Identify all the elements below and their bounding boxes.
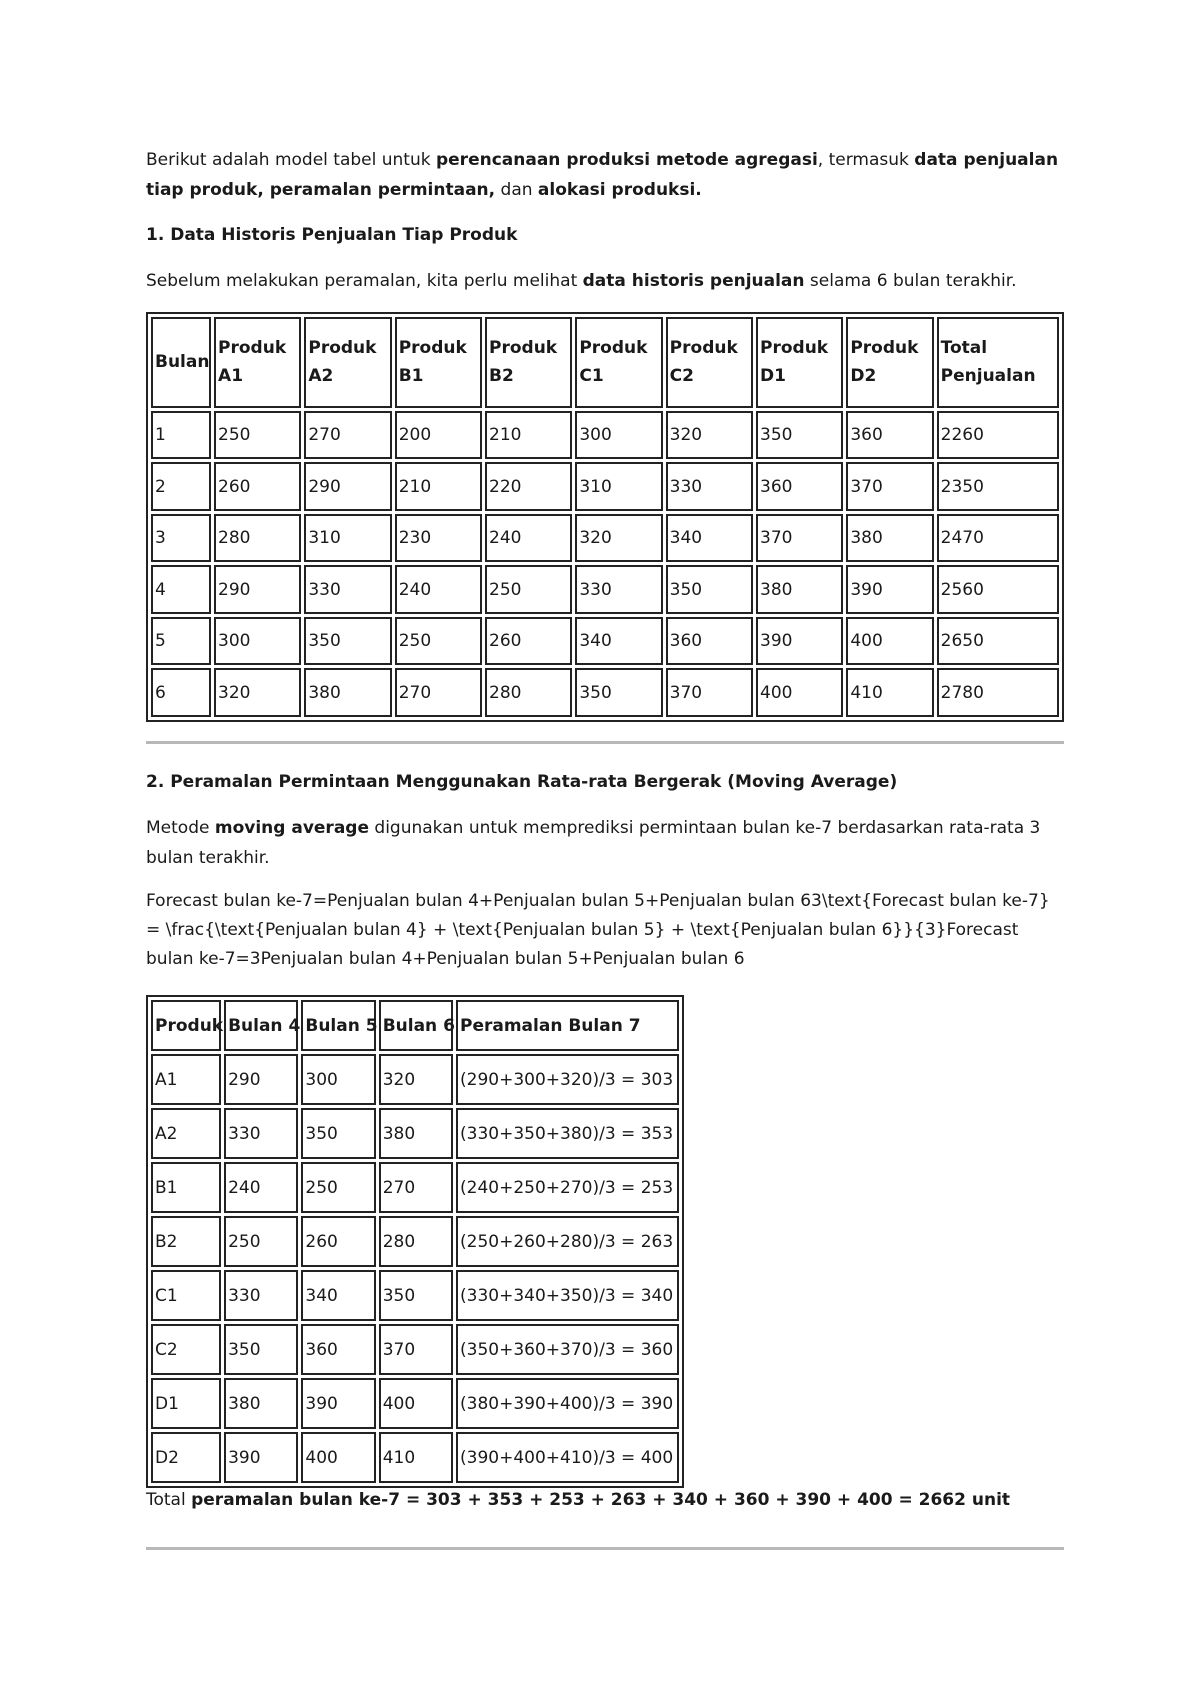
table-cell: 250 (301, 1162, 375, 1213)
paragraph-bold: moving average (214, 818, 369, 838)
table-row (151, 514, 1059, 563)
table-header-row (151, 317, 1059, 408)
table-row (151, 1432, 679, 1483)
table-cell: 340 (666, 514, 753, 563)
table-cell: 2560 (937, 565, 1059, 614)
table-cell: 250 (214, 411, 301, 460)
table-cell: A1 (151, 1054, 221, 1105)
table-cell: 220 (485, 462, 572, 511)
table-cell: 340 (575, 617, 662, 666)
intro-bold: alokasi produksi. (537, 180, 702, 200)
table-header-cell: Produk A2 (304, 317, 391, 408)
table-cell: C1 (151, 1270, 221, 1321)
table-header-cell: Bulan 4 (224, 1000, 298, 1051)
table-cell: (350+360+370)/3 = 360 (456, 1324, 679, 1375)
table-row (151, 668, 1059, 717)
table-cell: 260 (301, 1216, 375, 1267)
paragraph-bold: data historis penjualan (582, 271, 805, 291)
table-cell: 350 (224, 1324, 298, 1375)
table-cell: 410 (846, 668, 933, 717)
total-forecast (146, 1485, 1066, 1515)
table-cell: 400 (379, 1378, 453, 1429)
table-cell: 320 (666, 411, 753, 460)
table-cell: 290 (304, 462, 391, 511)
table-row (151, 617, 1059, 666)
table-cell: 5 (151, 617, 211, 666)
table-cell: 350 (756, 411, 843, 460)
table-cell: 350 (575, 668, 662, 717)
sales-history-table (146, 312, 1064, 722)
table-header-cell: Produk A1 (214, 317, 301, 408)
table-cell: 240 (485, 514, 572, 563)
table-cell: 380 (756, 565, 843, 614)
table-cell: 380 (304, 668, 391, 717)
table-cell: 280 (485, 668, 572, 717)
table-header-cell: Peramalan Bulan 7 (456, 1000, 679, 1051)
table-cell: D1 (151, 1378, 221, 1429)
table-header-cell: Produk B1 (395, 317, 482, 408)
table-cell: 3 (151, 514, 211, 563)
table-cell: (390+400+410)/3 = 400 (456, 1432, 679, 1483)
table-row (151, 1378, 679, 1429)
table-cell: 300 (575, 411, 662, 460)
table-row (151, 462, 1059, 511)
section-1-paragraph (146, 266, 1066, 296)
table-cell: 310 (304, 514, 391, 563)
table-row (151, 1270, 679, 1321)
table-cell: 2650 (937, 617, 1059, 666)
table-header-cell: Produk D2 (846, 317, 933, 408)
paragraph-text: digunakan untuk memprediksi permintaan bulan ke-7 berdasarkan rata-rata 3 bulan terakhir. (146, 818, 1041, 868)
table-cell: 360 (756, 462, 843, 511)
table-cell: 400 (846, 617, 933, 666)
table-cell: 370 (756, 514, 843, 563)
section-2-heading: 2. Peramalan Permintaan Menggunakan Rata-rata Bergerak (Moving Average) (146, 772, 898, 792)
table-cell: 2780 (937, 668, 1059, 717)
intro-paragraph (146, 145, 1066, 205)
table-cell: 250 (395, 617, 482, 666)
table-cell: 2350 (937, 462, 1059, 511)
total-bold: peramalan bulan ke-7 = 303 + 353 + 253 + 263 + 340 + 360 + 390 + 400 = 2662 unit (191, 1490, 1011, 1510)
table-cell: 270 (304, 411, 391, 460)
table-cell: 330 (224, 1270, 298, 1321)
table-cell: 250 (224, 1216, 298, 1267)
table-header-cell: Bulan 6 (379, 1000, 453, 1051)
intro-bold: data penjualan tiap produk, peramalan permintaan, (146, 150, 1059, 200)
table-header-cell: Bulan 5 (301, 1000, 375, 1051)
table-cell: 200 (395, 411, 482, 460)
table-cell: 410 (379, 1432, 453, 1483)
table-cell: (240+250+270)/3 = 253 (456, 1162, 679, 1213)
table-cell: 330 (224, 1108, 298, 1159)
table-cell: (330+350+380)/3 = 353 (456, 1108, 679, 1159)
table-cell: (290+300+320)/3 = 303 (456, 1054, 679, 1105)
table-cell: 370 (846, 462, 933, 511)
table-row (151, 1324, 679, 1375)
table-cell: D2 (151, 1432, 221, 1483)
table-cell: 380 (224, 1378, 298, 1429)
moving-average-table (146, 995, 684, 1488)
table-cell: 350 (304, 617, 391, 666)
table-cell: 390 (756, 617, 843, 666)
table-cell: 400 (301, 1432, 375, 1483)
table-row (151, 565, 1059, 614)
table-cell: 320 (575, 514, 662, 563)
forecast-formula: Forecast bulan ke-7=Penjualan bulan 4+Penjualan bulan 5+Penjualan bulan 63\text{Forecast bulan ke-7} = \frac{\text{Penjualan bulan 4} + \text{Penjualan bulan 5} + \text{Penjualan bulan 6}}{3}Forecast bulan ke-7=3Penjualan bulan 4+Penjualan bulan 5+Penjualan bulan 6 (146, 891, 1050, 969)
table-cell: 2260 (937, 411, 1059, 460)
table-cell: (330+340+350)/3 = 340 (456, 1270, 679, 1321)
table-header-row (151, 1000, 679, 1051)
table-header-cell: Total Penjualan (937, 317, 1059, 408)
table-cell: 2470 (937, 514, 1059, 563)
paragraph-text: Sebelum melakukan peramalan, kita perlu melihat (146, 271, 583, 291)
table-cell: 2 (151, 462, 211, 511)
table-cell: A2 (151, 1108, 221, 1159)
table-row (151, 1216, 679, 1267)
table-cell: 400 (756, 668, 843, 717)
total-text: Total (146, 1490, 192, 1510)
table-cell: 210 (395, 462, 482, 511)
intro-text: , termasuk (817, 150, 915, 170)
table-cell: 340 (301, 1270, 375, 1321)
table-cell: 290 (214, 565, 301, 614)
section-1-heading: 1. Data Historis Penjualan Tiap Produk (146, 225, 518, 245)
table-cell: 330 (666, 462, 753, 511)
table-cell: 210 (485, 411, 572, 460)
table-cell: (250+260+280)/3 = 263 (456, 1216, 679, 1267)
table-cell: (380+390+400)/3 = 390 (456, 1378, 679, 1429)
table-cell: 360 (301, 1324, 375, 1375)
table-cell: 390 (846, 565, 933, 614)
table-cell: 390 (301, 1378, 375, 1429)
table-row (151, 1054, 679, 1105)
table-cell: 4 (151, 565, 211, 614)
table-cell: 280 (379, 1216, 453, 1267)
table-cell: B1 (151, 1162, 221, 1213)
table-header-cell: Produk C2 (666, 317, 753, 408)
table-cell: 350 (666, 565, 753, 614)
table-cell: 1 (151, 411, 211, 460)
table-row (151, 411, 1059, 460)
table-cell: 370 (379, 1324, 453, 1375)
table-cell: 370 (666, 668, 753, 717)
table-cell: 230 (395, 514, 482, 563)
table-cell: B2 (151, 1216, 221, 1267)
intro-text: dan (495, 180, 538, 200)
table-cell: 330 (575, 565, 662, 614)
table-cell: 330 (304, 565, 391, 614)
table-cell: 290 (224, 1054, 298, 1105)
table-cell: 260 (214, 462, 301, 511)
table-cell: 380 (379, 1108, 453, 1159)
table-cell: 280 (214, 514, 301, 563)
table-row (151, 1108, 679, 1159)
table-cell: 300 (214, 617, 301, 666)
table-cell: 260 (485, 617, 572, 666)
table-cell: 360 (666, 617, 753, 666)
table-cell: C2 (151, 1324, 221, 1375)
table-header-cell: Produk D1 (756, 317, 843, 408)
table-cell: 6 (151, 668, 211, 717)
section-divider (146, 1547, 1064, 1550)
table-header-cell: Produk C1 (575, 317, 662, 408)
table-header-cell: Produk (151, 1000, 221, 1051)
table-cell: 380 (846, 514, 933, 563)
paragraph-text: selama 6 bulan terakhir. (804, 271, 1017, 291)
section-divider (146, 741, 1064, 744)
table-cell: 300 (301, 1054, 375, 1105)
table-cell: 360 (846, 411, 933, 460)
section-2-paragraph (146, 813, 1066, 873)
table-cell: 270 (395, 668, 482, 717)
table-cell: 320 (214, 668, 301, 717)
intro-text: Berikut adalah model tabel untuk (146, 150, 436, 170)
table-row (151, 1162, 679, 1213)
table-cell: 320 (379, 1054, 453, 1105)
table-cell: 350 (379, 1270, 453, 1321)
paragraph-text: Metode (146, 818, 215, 838)
table-header-cell: Produk B2 (485, 317, 572, 408)
intro-bold: perencanaan produksi metode agregasi (435, 150, 818, 170)
table-cell: 250 (485, 565, 572, 614)
table-cell: 310 (575, 462, 662, 511)
table-cell: 270 (379, 1162, 453, 1213)
table-cell: 350 (301, 1108, 375, 1159)
table-header-cell: Bulan (151, 317, 211, 408)
table-cell: 240 (224, 1162, 298, 1213)
table-cell: 390 (224, 1432, 298, 1483)
table-cell: 240 (395, 565, 482, 614)
